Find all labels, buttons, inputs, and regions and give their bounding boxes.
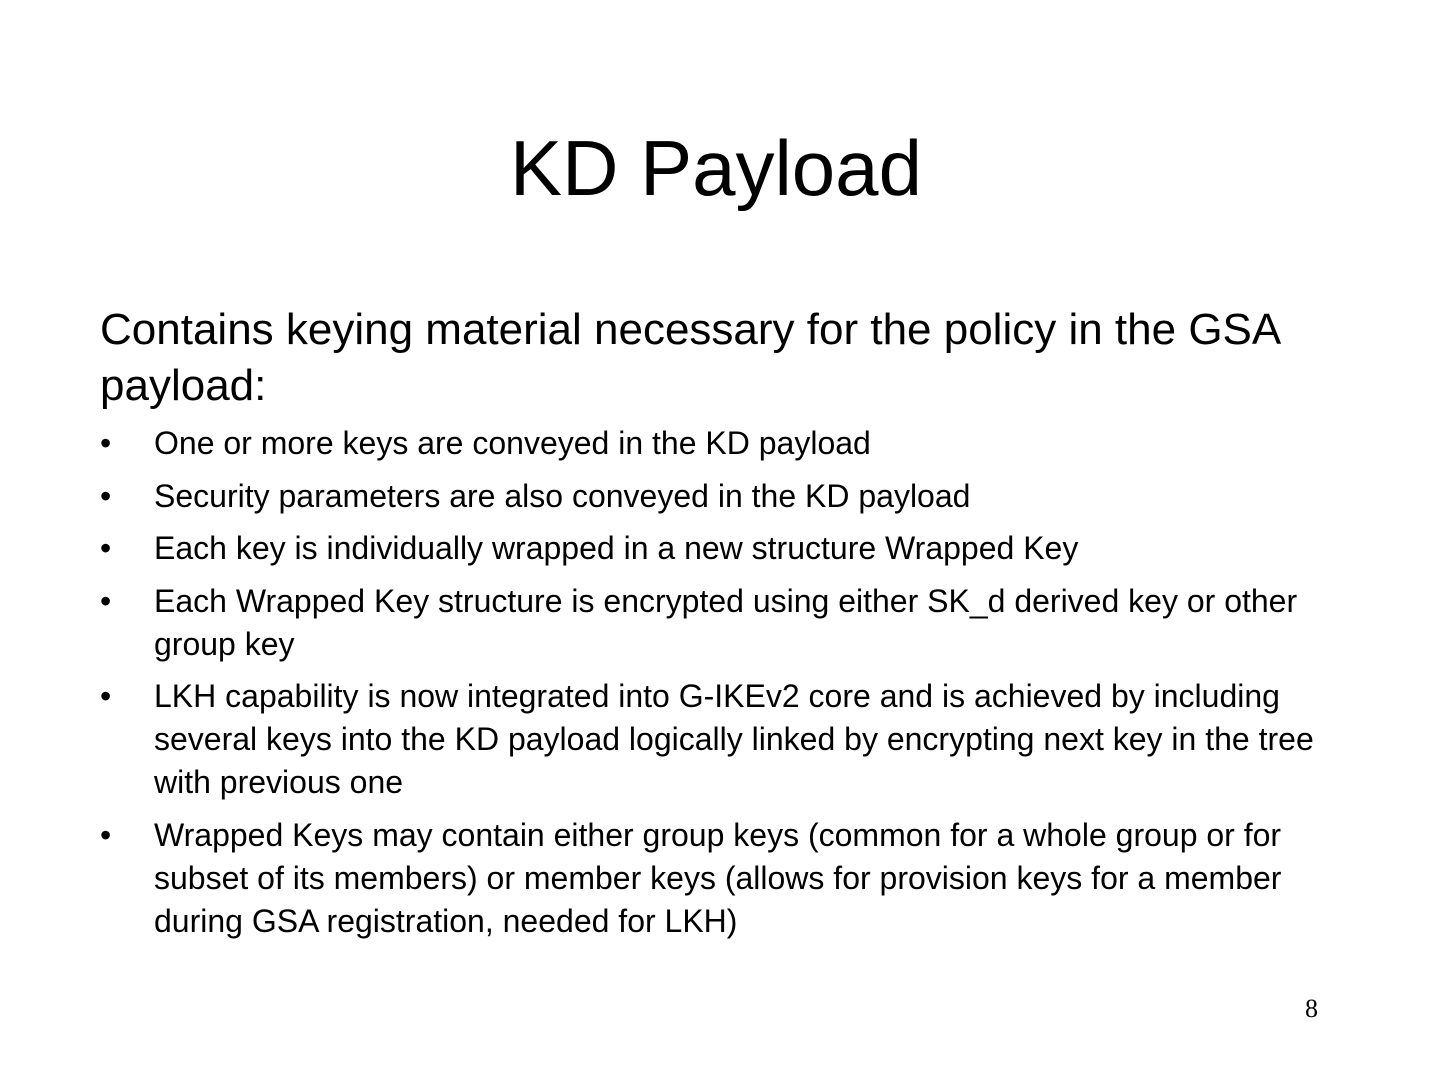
bullet-text: One or more keys are conveyed in the KD payload [154,425,871,461]
bullet-icon: • [100,678,112,714]
bullet-icon: • [100,425,112,461]
bullet-icon: • [100,530,112,566]
list-item [100,527,1340,570]
bullet-icon: • [100,816,112,853]
page-number: 8 [1305,994,1318,1023]
list-item [100,422,1340,465]
bullet-text: Security parameters are also conveyed in the KD payload [154,477,971,514]
bullet-text: Wrapped Keys may contain either group keys (common for a whole group or for subset of its members) or member keys (allows for provision keys for a member during GSA registration, needed for LKH) [154,816,1282,939]
slide-title: KD Payload [510,124,922,212]
bullet-text: Each key is individually wrapped in a new structure Wrapped Key [154,530,1079,566]
bullet-list [100,422,1340,952]
list-item [100,580,1340,666]
bullet-text: LKH capability is now integrated into G-IKEv2 core and is achieved by including several keys into the KD payload logically linked by encrypting next key in the tree with previous one [154,678,1314,800]
list-item [100,814,1340,943]
intro-text: Contains keying material necessary for the policy in the GSA payload: [100,305,1279,410]
bullet-icon: • [100,477,112,514]
bullet-icon: • [100,582,112,619]
list-item [100,475,1340,518]
list-item [100,675,1340,804]
bullet-text: Each Wrapped Key structure is encrypted using either SK_d derived key or other group key [154,582,1298,662]
